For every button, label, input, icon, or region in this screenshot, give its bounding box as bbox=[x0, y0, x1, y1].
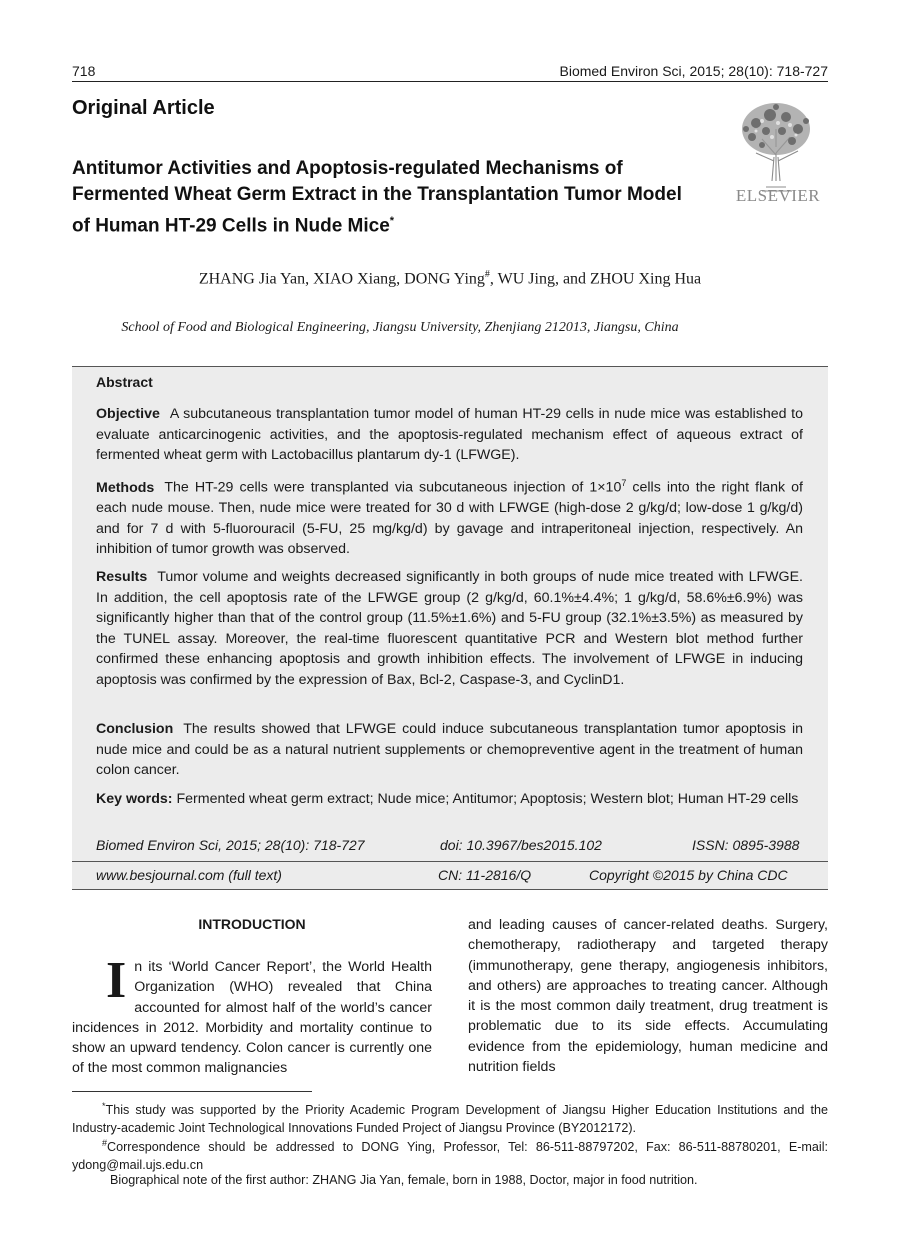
article-title-text: Antitumor Activities and Apoptosis-regulated Mechanisms of Fermented Wheat Germ Extract in the Transplantation Tumor Model of Human HT-29 Cells in Nude Mice bbox=[72, 158, 682, 237]
abstract-conclusion bbox=[96, 719, 803, 781]
keywords-label: Key words: bbox=[96, 791, 173, 807]
footnote-funding bbox=[72, 1097, 828, 1137]
tree-logo-icon bbox=[726, 95, 830, 207]
abstract-methods bbox=[96, 473, 803, 560]
correspondence-footnote-mark: # bbox=[102, 1138, 108, 1148]
corresponding-author-mark: # bbox=[484, 269, 490, 280]
conclusion-text: The results showed that LFWGE could induce subcutaneous transplantation tumor apoptosis in nude mice and could be as a natural nutrient supplements or chemopreventive agent in the treatment of human colon cancer. bbox=[96, 721, 803, 778]
citation-issn: ISSN: 0895-3988 bbox=[692, 837, 800, 853]
funding-footnote-mark: * bbox=[102, 1101, 106, 1111]
header-rule bbox=[72, 81, 828, 82]
introduction-heading: INTRODUCTION bbox=[198, 916, 306, 932]
conclusion-label: Conclusion bbox=[96, 721, 174, 737]
affiliation: School of Food and Biological Engineering, Jiangsu University, Zhenjiang 212013, Jiangsu, China bbox=[121, 320, 679, 335]
footnote-biography: Biographical note of the first author: ZHANG Jia Yan, female, born in 1988, Doctor, major in food nutrition. bbox=[110, 1173, 698, 1187]
body-left-text: n its ‘World Cancer Report’, the World Health Organization (WHO) revealed that China accounted for almost half of the world’s cancer incidences in 2012. Morbidity and mortality continue to show an upward tendency. Colon cancer is currently one of the most common malignancies bbox=[72, 959, 432, 1077]
keywords-text: Fermented wheat germ extract; Nude mice; Antitumor; Apoptosis; Western blot; Human HT-29 cells bbox=[176, 791, 799, 807]
journal-website-link[interactable]: www.besjournal.com (full text) bbox=[96, 867, 282, 883]
citation-divider bbox=[72, 861, 828, 862]
drop-cap: I bbox=[106, 952, 127, 1009]
results-text: Tumor volume and weights decreased significantly in both groups of nude mice treated with LFWGE. In addition, the cell apoptosis rate of the LFWGE group (2 g/kg/d, 60.1%±4.4%; 1 g/kg/d, 58.6%±6.9%) was significantly higher than that of the control group (11.5%±1.6%) and 5-FU group (32.1%±3.5%) as measured by the TUNEL assay. Moreover, the real-time fluorescent quantitative PCR and Western blot method further confirmed these enhancing apoptosis and growth inhibition effects. The involvement of LFWGE in inducing apoptosis was confirmed by the expression of Bax, Bcl-2, Caspase-3, and CyclinD1. bbox=[96, 569, 803, 688]
abstract-objective bbox=[96, 404, 803, 466]
objective-label: Objective bbox=[96, 406, 160, 422]
funding-footnote-text: This study was supported by the Priority Academic Program Development of Jiangsu Higher Education Institutions and the Industry-academic Joint Technological Innovations Funded Project of Jiangsu Province (BY2012172). bbox=[72, 1103, 828, 1136]
elsevier-logo bbox=[726, 95, 830, 207]
body-column-right: and leading causes of cancer-related deaths. Surgery, chemotherapy, radiotherapy and targeted therapy (immunotherapy, gene therapy, angiogenesis inhibitors, and others) are approaches to treating cancer. Although it is the most common daily treatment, drug treatment is problematic due to its side effects. Accumulating evidence from the epidemiology, human medicine and nutrition fields bbox=[468, 917, 828, 1076]
correspondence-footnote-text: Correspondence should be addressed to DONG Ying, Professor, Tel: 86-511-88797202, Fax: 86-511-88780201, E-mail: ydong@mail.ujs.edu.cn bbox=[72, 1140, 828, 1173]
footnote-correspondence bbox=[72, 1134, 828, 1174]
authors-part-2: , WU Jing, and ZHOU Xing Hua bbox=[489, 270, 702, 288]
abstract-results bbox=[96, 567, 803, 690]
methods-label: Methods bbox=[96, 479, 155, 496]
citation-doi[interactable]: doi: 10.3967/bes2015.102 bbox=[440, 837, 602, 853]
citation-cn: CN: 11-2816/Q bbox=[438, 867, 532, 883]
publisher-name: ELSEVIER bbox=[735, 186, 821, 205]
citation-copyright: Copyright ©2015 by China CDC bbox=[589, 867, 788, 883]
methods-text-part-1: The HT-29 cells were transplanted via subcutaneous injection of 1×10 bbox=[164, 479, 622, 496]
results-label: Results bbox=[96, 569, 148, 585]
article-type: Original Article bbox=[72, 97, 215, 119]
methods-exponent: 7 bbox=[621, 478, 627, 488]
authors-part-1: ZHANG Jia Yan, XIAO Xiang, DONG Ying bbox=[198, 270, 485, 288]
page-number: 718 bbox=[72, 63, 96, 79]
author-list bbox=[0, 269, 900, 288]
article-title bbox=[72, 156, 692, 239]
methods-text-part-2: cells into the right flank of each nude mouse. Then, nude mice were treated for 30 d with LFWGE (high-dose 2 g/kg/d; low-dose 1 g/kg/d) and for 7 d with 5-fluorouracil (5-FU, 25 mg/kg/d) by gavage and intraperitoneal injection, respectively. An inhibition of tumor growth was observed. bbox=[96, 479, 803, 558]
objective-text: A subcutaneous transplantation tumor model of human HT-29 cells in nude mice was established to evaluate anticarcinogenic activities, and the apoptosis-regulated mechanism effect of aqueous extract of fermented wheat germ with Lactobacillus plantarum dy-1 (LFWGE). bbox=[96, 406, 803, 463]
abstract-heading: Abstract bbox=[96, 374, 153, 390]
citation-journal: Biomed Environ Sci, 2015; 28(10): 718-727 bbox=[96, 837, 365, 853]
body-column-left bbox=[72, 952, 432, 1079]
title-footnote-mark: * bbox=[389, 215, 395, 227]
abstract-keywords bbox=[96, 789, 803, 810]
footnote-rule bbox=[72, 1091, 312, 1092]
running-journal-reference: Biomed Environ Sci, 2015; 28(10): 718-727 bbox=[559, 63, 828, 79]
